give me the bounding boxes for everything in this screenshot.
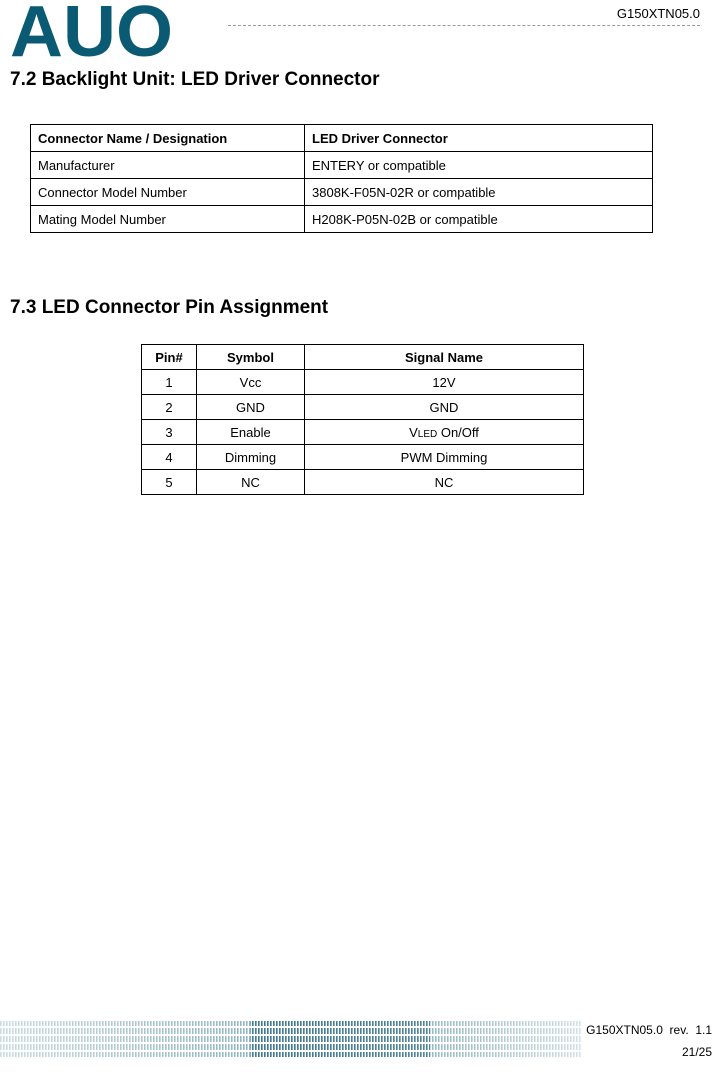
table-row bbox=[142, 370, 584, 395]
column-header-symbol: Symbol bbox=[197, 345, 305, 370]
table-row bbox=[31, 152, 653, 179]
signal-subscript: LED bbox=[417, 428, 438, 440]
pin-symbol: GND bbox=[197, 395, 305, 420]
spec-label: Connector Name / Designation bbox=[31, 125, 305, 152]
spec-label: Manufacturer bbox=[31, 152, 305, 179]
signal-suffix: On/Off bbox=[440, 424, 479, 440]
pin-number: 2 bbox=[142, 395, 197, 420]
pin-signal: PWM Dimming bbox=[305, 445, 584, 470]
table-row bbox=[142, 395, 584, 420]
spec-value: ENTERY or compatible bbox=[305, 152, 653, 179]
pin-signal: NC bbox=[305, 470, 584, 495]
footer-decorative-band bbox=[0, 1021, 582, 1057]
page-number: 21/25 bbox=[681, 1045, 712, 1059]
column-header-pin: Pin# bbox=[142, 345, 197, 370]
signal-prefix: V bbox=[409, 424, 418, 440]
pin-assignment-table bbox=[141, 344, 584, 495]
spec-value: H208K-P05N-02B or compatible bbox=[305, 206, 653, 233]
table-row bbox=[142, 445, 584, 470]
pin-number: 1 bbox=[142, 370, 197, 395]
table-row bbox=[142, 470, 584, 495]
pin-symbol: Enable bbox=[197, 420, 305, 445]
section-7-2-title: 7.2 Backlight Unit: LED Driver Connector bbox=[10, 69, 380, 90]
pin-number: 4 bbox=[142, 445, 197, 470]
auo-logo bbox=[10, 0, 175, 60]
footer-model-revision: G150XTN05.0 rev. 1.1 bbox=[586, 1023, 712, 1037]
pin-signal: 12V bbox=[305, 370, 584, 395]
table-row bbox=[142, 420, 584, 445]
svg-text:AUO: AUO bbox=[10, 0, 173, 60]
column-header-signal: Signal Name bbox=[305, 345, 584, 370]
section-7-3-title: 7.3 LED Connector Pin Assignment bbox=[10, 297, 329, 318]
table-row bbox=[31, 125, 653, 152]
spec-value: LED Driver Connector bbox=[305, 125, 653, 152]
connector-spec-table bbox=[30, 124, 653, 233]
table-row bbox=[31, 179, 653, 206]
table-row bbox=[31, 206, 653, 233]
spec-label: Mating Model Number bbox=[31, 206, 305, 233]
table-header-row bbox=[142, 345, 584, 370]
pin-number: 3 bbox=[142, 420, 197, 445]
spec-value: 3808K-F05N-02R or compatible bbox=[305, 179, 653, 206]
spec-label: Connector Model Number bbox=[31, 179, 305, 206]
pin-symbol: Vcc bbox=[197, 370, 305, 395]
pin-number: 5 bbox=[142, 470, 197, 495]
pin-symbol: Dimming bbox=[197, 445, 305, 470]
header-model-number: G150XTN05.0 bbox=[616, 6, 700, 21]
header-divider bbox=[228, 25, 700, 26]
pin-signal bbox=[305, 420, 584, 445]
pin-signal: GND bbox=[305, 395, 584, 420]
pin-symbol: NC bbox=[197, 470, 305, 495]
